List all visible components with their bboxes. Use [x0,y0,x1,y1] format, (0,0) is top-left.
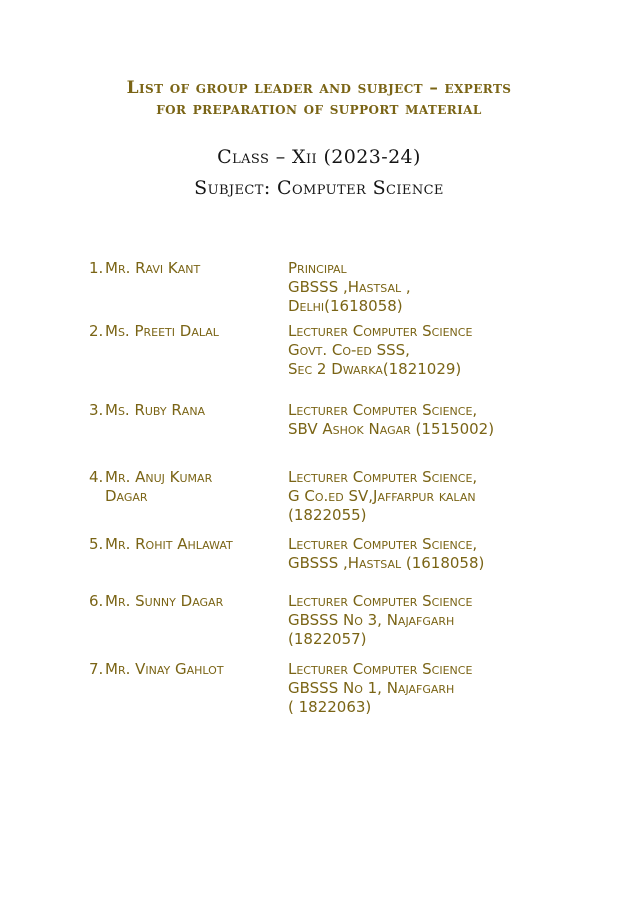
member-name [89,259,279,278]
document-title-line-2: for preparation of support material [156,99,482,119]
member-details [288,660,588,717]
member-detail-line: Sec 2 Dwarka(1821029) [288,360,462,378]
member-name-continuation: Dagar [105,487,148,505]
member-detail-line: Lecturer Computer Science [288,660,473,678]
member-name [89,535,279,554]
member-name-text: Mr. Ravi Kant [105,259,201,277]
member-details [288,259,588,316]
member-name [89,660,279,679]
member-detail-line: GBSSS ,Hastsal (1618058) [288,554,485,572]
member-name-text: Ms. Ruby Rana [105,401,206,419]
member-name-text: Mr. Sunny Dagar [105,592,224,610]
member-name [89,592,279,611]
member-name [89,401,279,420]
member-detail-line: (1822057) [288,630,367,648]
member-detail-line: Lecturer Computer Science, [288,468,478,486]
member-detail-line: Govt. Co-ed SSS, [288,341,410,359]
member-detail-line: (1822055) [288,506,367,524]
member-details [288,401,588,439]
subject-heading: Subject: Computer Science [194,177,444,199]
member-number: 7. [89,660,104,678]
member-details [288,322,588,379]
member-details [288,468,588,525]
member-name-text: Mr. Anuj Kumar [105,468,213,486]
class-heading: Class – Xii (2023-24) [217,146,421,168]
member-detail-line: SBV Ashok Nagar (1515002) [288,420,495,438]
member-number: 4. [89,468,104,486]
member-number: 1. [89,259,104,277]
member-detail-line: GBSSS ,Hastsal , [288,278,411,296]
member-detail-line: Delhi(1618058) [288,297,403,315]
document-title-line-1: List of group leader and subject – experts [126,78,512,98]
member-name [89,468,279,506]
member-details [288,592,588,649]
member-detail-line: GBSSS No 3, Najafgarh [288,611,455,629]
member-number: 3. [89,401,104,419]
member-details [288,535,588,573]
member-detail-line: GBSSS No 1, Najafgarh [288,679,455,697]
member-detail-line: Lecturer Computer Science, [288,535,478,553]
member-name [89,322,279,341]
member-detail-line: Principal [288,259,347,277]
member-detail-line: Lecturer Computer Science [288,592,473,610]
member-number: 2. [89,322,104,340]
member-name-text: Mr. Vinay Gahlot [105,660,224,678]
member-detail-line: Lecturer Computer Science, [288,401,478,419]
member-detail-line: Lecturer Computer Science [288,322,473,340]
member-number: 6. [89,592,104,610]
member-number: 5. [89,535,104,553]
member-detail-line: G Co.ed SV,Jaffarpur kalan [288,487,476,505]
member-name-text: Ms. Preeti Dalal [105,322,219,340]
member-detail-line: ( 1822063) [288,698,372,716]
member-name-text: Mr. Rohit Ahlawat [105,535,233,553]
